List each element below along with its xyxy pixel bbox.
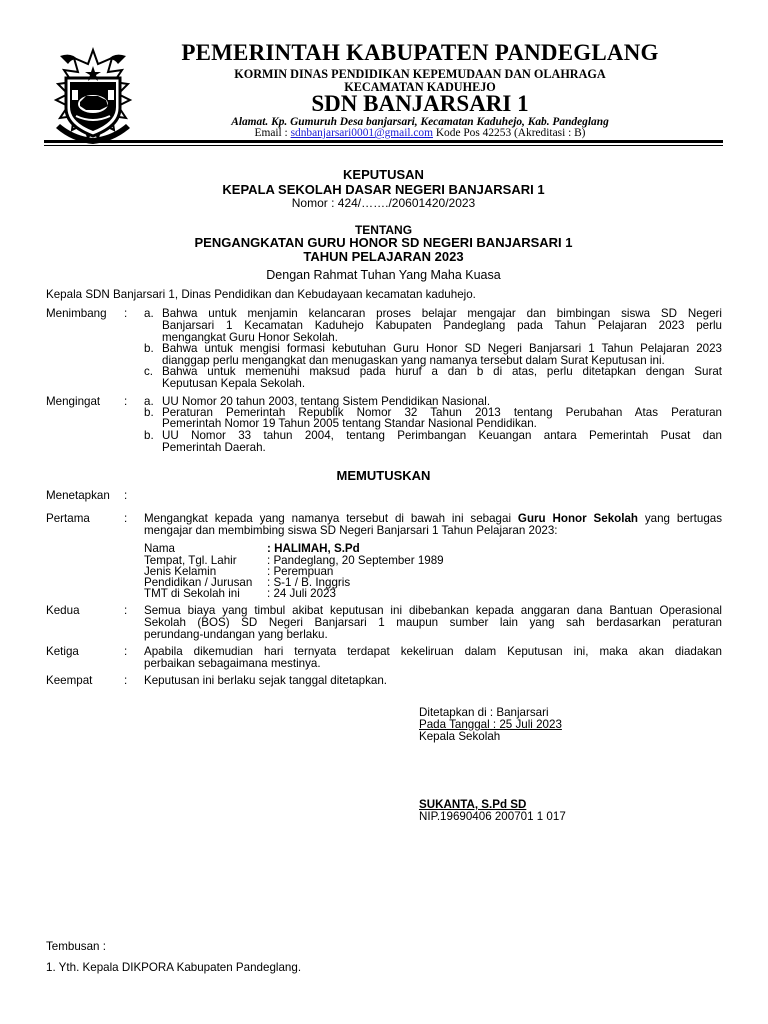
menimbang-c-line1: Bahwa untuk memenuhi maksud pada huruf a dan b di atas, perlu ditetapkan dengan Surat [162,365,722,378]
menimbang-b-letter: b. [144,342,154,355]
letterhead-divider-thin [44,145,723,146]
ketiga-label: Ketiga [46,645,79,658]
decree-subject-line1: PENGANGKATAN GURU HONOR SD NEGERI BANJARSARI 1 [194,235,573,250]
mengingat-colon: : [124,395,128,408]
bio-pendidikan-value: : S-1 / B. Inggris [267,576,351,589]
decree-heading: KEPUTUSAN [343,167,424,182]
menimbang-a-line3: mengangkat Guru Honor Sekolah. [162,331,338,344]
kedua-colon: : [124,604,128,617]
menimbang-b-line1: Bahwa untuk mengisi formasi kebutuhan Guru Honor SD Negeri Banjarsari 1 Tahun Pelajaran 2023 [162,342,722,355]
bio-nama-label: Nama [144,542,175,555]
bio-pendidikan-label: Pendidikan / Jurusan [144,576,253,589]
menimbang-c-letter: c. [144,365,154,378]
email-label: Email : [254,127,291,139]
menimbang-label: Menimbang [46,307,107,320]
menetapkan-colon: : [124,489,128,502]
bio-tmt-label: TMT di Sekolah ini [144,587,240,600]
mengingat-c-line2: Pemerintah Daerah. [162,441,266,454]
bio-ttl-value: : Pandeglang, 20 September 1989 [267,554,444,567]
letterhead-government-title: PEMERINTAH KABUPATEN PANDEGLANG [181,40,659,65]
decree-subject-line2: TAHUN PELAJARAN 2023 [303,249,464,264]
signatory-name: SUKANTA, S.Pd SD [419,798,527,811]
mengingat-b-line1: Peraturan Pemerintah Republik Nomor 32 Tahun 2013 tentang Perubahan Atas Peraturan [162,406,722,419]
bio-tmt-value: : 24 Juli 2023 [267,587,336,600]
keempat-line1: Keputusan ini berlaku sejak tanggal ditetapkan. [144,674,387,687]
pertama-line1-bold: Guru Honor Sekolah [517,512,638,525]
mengingat-label: Mengingat [46,395,101,408]
tembusan-item-1: 1. Yth. Kepala DIKPORA Kabupaten Pandeglang. [46,961,302,974]
letterhead-department: KORMIN DINAS PENDIDIKAN KEPEMUDAAN DAN OLAHRAGA [234,67,606,81]
pertama-line2: mengajar dan membimbing siswa SD Negeri Banjarsari 1 Tahun Pelajaran 2023: [144,524,558,537]
decree-intro: Kepala SDN Banjarsari 1, Dinas Pendidikan dan Kebudayaan kecamatan kaduhejo. [46,288,476,301]
bio-jk-label: Jenis Kelamin [144,565,217,578]
keempat-colon: : [124,674,128,687]
mengingat-a-line1: UU Nomor 20 tahun 2003, tentang Sistem Pendidikan Nasional. [162,395,491,408]
pertama-line1-post: yang bertugas [637,512,723,525]
pandeglang-regency-emblem-icon [42,46,144,148]
menimbang-colon: : [124,307,128,320]
letterhead-contact [160,127,680,139]
kedua-line2: Sekolah (BOS) SD Negeri Banjarsari 1 maupun sumber lain yang sah berdasarkan peraturan [144,616,722,629]
pertama-line1-pre: Mengangkat kepada yang namanya tersebut di bawah ini sebagai [144,512,518,525]
mengingat-a-letter: a. [144,395,154,408]
bio-ttl-label: Tempat, Tgl. Lahir [144,554,237,567]
decree-issuer: KEPALA SEKOLAH DASAR NEGERI BANJARSARI 1 [222,182,545,197]
menimbang-a-line2: Banjarsari 1 Kecamatan Kaduhejo Kabupaten Pandeglang pada Tahun Pelajaran 2023 perlu [162,319,722,332]
menimbang-c-line2: Keputusan Kepala Sekolah. [162,377,306,390]
bio-nama-value: : HALIMAH, S.Pd [267,542,360,555]
signature-position: Kepala Sekolah [419,730,501,743]
letterhead-school-name: SDN BANJARSARI 1 [311,91,529,116]
menimbang-a-line1: Bahwa untuk menjamin kelancaran proses belajar mengajar dan bimbingan siswa SD Negeri [162,307,722,320]
pertama-colon: : [124,512,128,525]
menimbang-b-line2: dianggap perlu mengangkat dan menugaskan yang namanya tersebut dalam Surat Keputusan ini. [162,354,665,367]
decree-number: Nomor : 424/……./20601420/2023 [291,196,476,210]
menetapkan-label: Menetapkan [46,489,110,502]
decree-about-label: TENTANG [354,223,413,237]
pertama-label: Pertama [46,512,90,525]
ketiga-line1: Apabila dikemudian hari ternyata terdapat kekeliruan dalam Keputusan ini, maka akan diadakan [144,645,722,658]
menimbang-a-letter: a. [144,307,154,320]
mengingat-c-line1: UU Nomor 33 tahun 2004, tentang Perimbangan Keuangan antara Pemerintah Pusat dan [162,429,722,442]
bio-jk-value: : Perempuan [267,565,334,578]
kedua-line3: perundang-undangan yang berlaku. [144,628,328,641]
ketiga-colon: : [124,645,128,658]
signature-date: Pada Tanggal : 25 Juli 2023 [419,718,562,731]
memutuskan-heading: MEMUTUSKAN [336,468,431,483]
signatory-nip: NIP.19690406 200701 1 017 [419,810,566,823]
mengingat-b-line2: Pemerintah Nomor 19 Tahun 2005 tentang Standar Nasional Pendidikan. [162,417,537,430]
postal-accreditation: Kode Pos 42253 (Akreditasi : B) [432,127,586,139]
letterhead-address: Alamat. Kp. Gumuruh Desa banjarsari, Kecamatan Kaduhejo, Kab. Pandeglang [231,116,609,128]
mengingat-c-letter: b. [144,429,154,442]
tembusan-label: Tembusan : [46,940,106,953]
letterhead-divider-thick [44,140,723,143]
email-link[interactable]: sdnbanjarsari0001@gmail.com [290,127,433,139]
keempat-label: Keempat [46,674,93,687]
kedua-line1: Semua biaya yang timbul akibat keputusan ini dibebankan kepada anggaran dana Bantuan Operasional [144,604,722,617]
ketiga-line2: perbaikan sebagaimana mestinya. [144,657,321,670]
letterhead-district: KECAMATAN KADUHEJO [344,80,496,94]
kedua-label: Kedua [46,604,80,617]
signature-place: Ditetapkan di : Banjarsari [419,706,549,719]
mengingat-b-letter: b. [144,406,154,419]
decree-invocation: Dengan Rahmat Tuhan Yang Maha Kuasa [266,268,501,282]
